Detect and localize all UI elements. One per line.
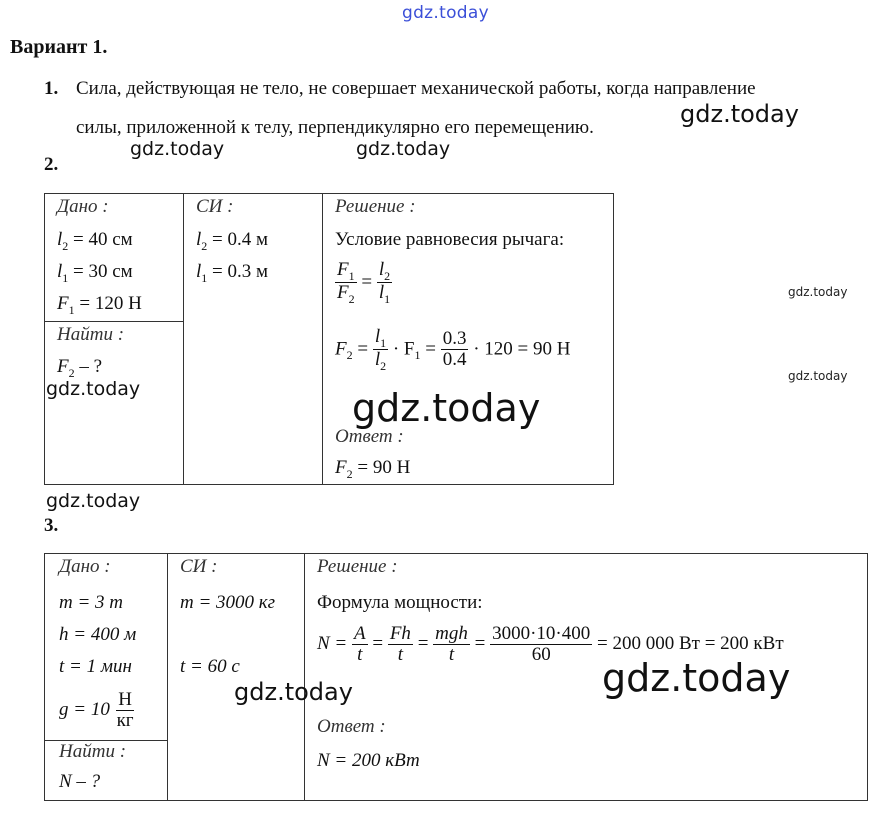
si-l2: $l_2 = 0.4$ м <box>196 229 269 253</box>
watermark: gdz.today <box>46 490 141 512</box>
task1-text-line1: Сила, действующая не тело, не совершает механической работы, когда направление <box>76 78 756 99</box>
watermark: gdz.today <box>788 285 848 299</box>
given-l1: $l_1 = 30$ см <box>57 261 133 285</box>
watermark: gdz.today <box>130 138 225 160</box>
given-label: Дано : <box>57 196 109 217</box>
si-label: СИ : <box>180 556 218 577</box>
task2-solution-cell <box>323 194 614 485</box>
solution-label: Решение : <box>317 556 398 577</box>
answer-label: Ответ : <box>335 426 404 447</box>
equation-ratio: $\frac{F_1}{F_2}$ = $\frac{l_2}{l_1}$ <box>337 259 391 307</box>
find-value: N – ? <box>59 771 101 792</box>
task3-number: 3. <box>44 515 59 536</box>
watermark: gdz.today <box>352 386 541 430</box>
watermark: gdz.today <box>356 138 451 160</box>
given-mass: m = 3 т <box>59 592 124 613</box>
si-mass: m = 3000 кг <box>180 592 276 613</box>
answer-value: N = 200 кВт <box>317 750 420 771</box>
given-gravity: g = 10 $\frac{Н}{кг}$ <box>59 689 134 731</box>
answer-value: $F_2 = 90$ Н <box>335 457 411 481</box>
task2-table <box>44 193 614 485</box>
answer-label: Ответ : <box>317 716 386 737</box>
power-equation: N = $\frac{A}{t}$ = $\frac{Fh}{t}$ = $\frac{\text{mgh}}{t}$ = $\frac{3000\cdot 10\cdot 400}{60}$ = 200 000 Вт = 200 кВт <box>317 623 784 665</box>
given-height: h = 400 м <box>59 624 137 645</box>
si-time: t = 60 с <box>180 656 240 677</box>
watermark: gdz.today <box>602 656 791 700</box>
task2-given-cell <box>45 194 184 322</box>
si-label: СИ : <box>196 196 234 217</box>
task2-si-cell <box>184 194 323 485</box>
task1-number: 1. <box>44 78 59 99</box>
watermark: gdz.today <box>680 100 799 128</box>
task3-si-cell <box>168 554 305 801</box>
given-label: Дано : <box>59 556 111 577</box>
task1-text-line2: силы, приложенной к телу, перпендикулярно его перемещению. <box>76 117 594 138</box>
solution-label: Решение : <box>335 196 416 217</box>
given-f1: $F_1 = 120$ Н <box>57 293 142 317</box>
watermark: gdz.today <box>788 369 848 383</box>
find-label: Найти : <box>57 324 125 345</box>
variant-title: Вариант 1. <box>10 36 108 58</box>
given-l2: $l_2 = 40$ см <box>57 229 133 253</box>
task2-find-cell <box>45 322 184 485</box>
task2-number: 2. <box>44 154 59 175</box>
watermark: gdz.today <box>234 678 353 706</box>
power-formula-title: Формула мощности: <box>317 592 483 613</box>
si-l1: $l_1 = 0.3$ м <box>196 261 269 285</box>
task3-find-cell <box>45 741 168 801</box>
watermark-top: gdz.today <box>402 3 489 23</box>
given-time: t = 1 мин <box>59 656 132 677</box>
equilibrium-condition: Условие равновесия рычага: <box>335 229 565 250</box>
watermark: gdz.today <box>46 378 141 400</box>
find-value: $F_2$ – ? <box>57 356 103 380</box>
equation-f2: $F_2$ = $\frac{l_1}{l_2}$ · $F_1$ = $\frac{0.3}{0.4}$ · 120 = 90 Н <box>335 326 571 374</box>
task3-given-cell <box>45 554 168 741</box>
find-label: Найти : <box>59 741 127 762</box>
